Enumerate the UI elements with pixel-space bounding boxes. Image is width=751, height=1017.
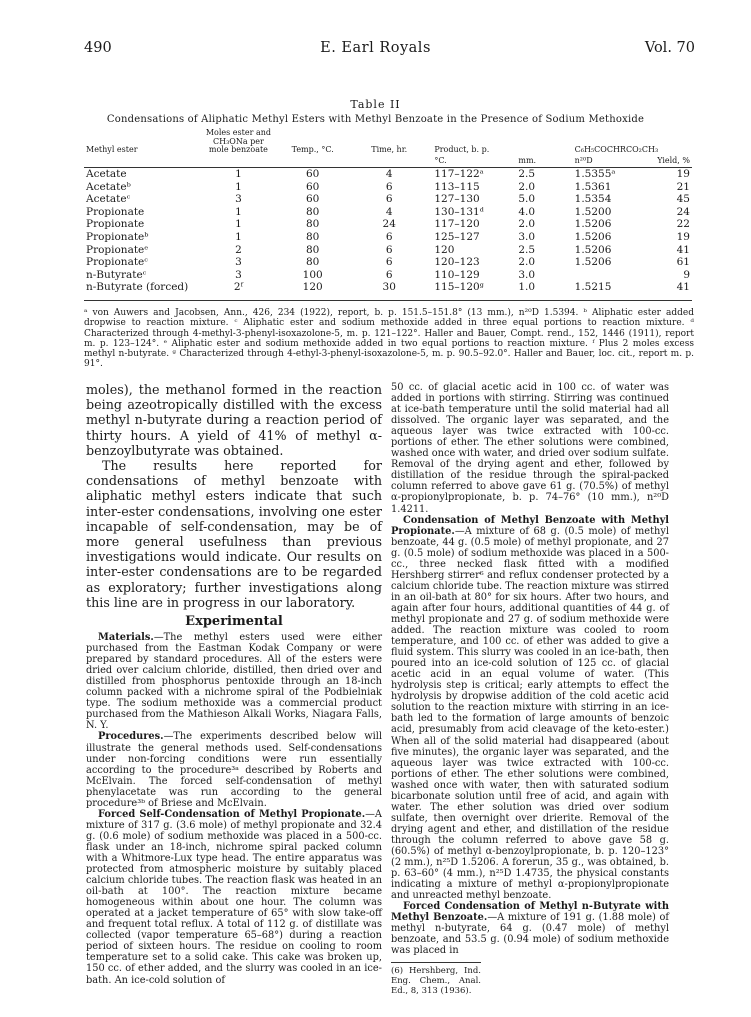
table-cell-time: 30 — [382, 281, 396, 294]
table-bottom-rule — [84, 300, 692, 301]
table-cell-moles: 1 — [235, 168, 242, 180]
table-row — [84, 269, 692, 282]
table-cell-moles: 2ᶠ — [233, 281, 243, 294]
col-header-ester: Methyl ester — [86, 145, 138, 154]
table-cell-yield: 41 — [676, 281, 690, 294]
table-cell-temp: 80 — [306, 230, 320, 243]
data-table — [84, 129, 692, 294]
col-header-temp: Temp., °C. — [291, 145, 334, 154]
table-cell-moles: 1 — [235, 218, 242, 231]
table-cell-ester: Propionateᶜ — [86, 256, 148, 269]
table-cell-time: 6 — [385, 230, 393, 243]
col-header-time: Time, hr. — [371, 145, 408, 154]
table-cell-time: 6 — [385, 256, 393, 269]
table-cell-yield: 45 — [676, 193, 690, 206]
materials-text: —The methyl esters used were either purchased from the Eastman Kodak Company or were prepared by standard procedures. All of the esters were dried over calcium chloride, distilled, then dried over and distilled from phosphorus pentoxide through an 18-inch column packed with a nichrome spiral of the Podbielniak type. The sodium methoxide was a commercial product purchased from the Mathieson Alkali Works, Niagara Falls, N. Y. — [86, 632, 382, 732]
col-header-product: Product, b. p. — [434, 145, 490, 154]
table-cell-temp: 100 — [302, 268, 323, 281]
table-cell-bp: 127–130 — [434, 193, 480, 206]
table-cell-yield: 22 — [676, 218, 690, 231]
table-cell-bp: 120 — [434, 243, 455, 256]
table-cell-temp: 80 — [306, 256, 320, 269]
table-cell-bp: 110–129 — [434, 268, 480, 281]
cond1-heading: Condensation of Methyl Benzoate with Methyl Propionate. — [391, 514, 669, 537]
table-row — [84, 281, 692, 294]
para-forced-self-condensation — [86, 809, 382, 986]
left-para-1: moles), the methanol formed in the reaction being azeotropically distilled with the excess methyl n-butyrate during a reaction period of thirty hours. A yield of 41% of methyl α-benzoylbutyrate was obtained. — [86, 382, 382, 458]
section-heading-experimental: Experimental — [185, 614, 283, 630]
table-cell-yield: 21 — [676, 180, 690, 193]
table-cell-bp: 130–131ᵈ — [434, 205, 484, 218]
para-materials — [86, 632, 382, 731]
table-cell-ester: Propionate — [86, 205, 145, 218]
table-row — [84, 168, 692, 181]
table-row — [84, 206, 692, 219]
table-label: Table II — [350, 98, 401, 111]
table-cell-bp: 113–115 — [434, 180, 480, 193]
table-cell-mm: 2.0 — [518, 180, 536, 193]
col-header-yield: Yield, % — [642, 157, 692, 168]
col-header-bp-mm: mm. — [516, 157, 572, 168]
table-cell-mm: 5.0 — [518, 193, 536, 206]
table-cell-nd: 1.5206 — [574, 230, 612, 243]
table-cell-moles: 3 — [235, 256, 242, 269]
table-cell-nd: 1.5361 — [574, 180, 612, 193]
table-cell-temp: 60 — [306, 168, 320, 180]
table-cell-mm: 2.0 — [518, 256, 536, 269]
table-cell-time: 24 — [382, 218, 396, 231]
table-body — [84, 168, 692, 294]
col-header-nd: n²⁰D — [573, 157, 643, 168]
col-header-moles: Moles ester and CH₃ONa per mole benzoate — [205, 128, 271, 154]
para-procedures — [86, 731, 382, 808]
procedures-heading: Procedures. — [98, 731, 164, 743]
table-cell-bp: 115–120ᵍ — [434, 281, 484, 294]
table-cell-yield: 61 — [676, 256, 690, 269]
table-cell-ester: Propionateᵉ — [86, 243, 149, 256]
table-cell-mm: 2.5 — [518, 168, 536, 180]
table-cell-moles: 3 — [235, 268, 242, 281]
table-cell-time: 4 — [385, 168, 393, 180]
table-cell-moles: 1 — [235, 205, 242, 218]
table-cell-nd: 1.5354 — [574, 193, 612, 206]
table-cell-nd: 1.5206 — [574, 218, 612, 231]
table-cell-time: 6 — [385, 180, 393, 193]
table-cell-time: 6 — [385, 268, 393, 281]
table-caption: Condensations of Aliphatic Methyl Esters with Methyl Benzoate in the Presence of Sodium Methoxide — [106, 114, 645, 125]
table-cell-ester: n-Butyrateᶜ — [86, 268, 147, 281]
table-cell-time: 6 — [385, 243, 393, 256]
left-para-2: The results here reported for condensations of methyl benzoate with aliphatic methyl esters indicate that such inter-ester condensations, involving one ester incapable of self-condensation, may be of more general usefulness than previous investigations would indicate. Our results on inter-ester condensations are to be regarded as exploratory; further investigations along this line are in progress in our laboratory. — [86, 458, 382, 610]
table-cell-ester: Acetate — [86, 168, 127, 180]
volume-label: Vol. 70 — [644, 40, 695, 56]
forced-text: —A mixture of 317 g. (3.6 mole) of methyl propionate and 32.4 g. (0.6 mole) of sodium methoxide was placed in a 500-cc. flask under an 18-inch, nichrome spiral packed column with a Whitmore-Lux type head. The entire apparatus was protected from atmospheric moisture by suitably placed calcium chloride tubes. The reaction flask was heated in an oil-bath at 100°. The reaction mixture became homogeneous within about one hour. The column was operated at a jacket temperature of 65° with slow take-off and frequent total reflux. A total of 112 g. of distillate was collected (vapor temperature 65–68°) during a reaction period of sixteen hours. The residue on cooling to room temperature set to a solid cake. This cake was broken up, 150 cc. of ether added, and the slurry was cooled in an ice-bath. An ice-cold solution of — [86, 808, 382, 986]
table-cell-time: 6 — [385, 193, 393, 206]
table-row — [84, 218, 692, 231]
table-row — [84, 256, 692, 269]
table-cell-bp: 117–120 — [434, 218, 480, 231]
table-row — [84, 244, 692, 257]
table-row — [84, 193, 692, 206]
materials-heading: Materials. — [98, 632, 154, 644]
table-cell-temp: 80 — [306, 243, 320, 256]
right-column — [391, 382, 669, 996]
table-cell-yield: 19 — [676, 168, 690, 180]
table-cell-time: 4 — [385, 205, 393, 218]
table-cell-temp: 80 — [306, 205, 320, 218]
para-condensation-propionate — [391, 515, 669, 902]
forced-heading: Forced Self-Condensation of Methyl Propionate. — [98, 808, 366, 820]
col-header-formula: C₆H₅COCHRCO₂CH₃ — [574, 145, 659, 154]
table-cell-temp: 80 — [306, 218, 320, 231]
table-cell-bp: 125–127 — [434, 230, 480, 243]
table-row — [84, 181, 692, 194]
table-cell-nd: 1.5206 — [574, 243, 612, 256]
table-cell-nd: 1.5215 — [574, 281, 612, 294]
reference-footnote: (6) Hershberg, Ind. Eng. Chem., Anal. Ed., 8, 313 (1936). — [391, 962, 481, 996]
cond1-text: —A mixture of 68 g. (0.5 mole) of methyl benzoate, 44 g. (0.5 mole) of methyl propionate, and 27 g. (0.5 mole) of sodium methoxide was placed in a 500-cc., three necked flask fitted with a modified Hershberg stirrer⁶ and reflux condenser protected by a calcium chloride tube. The reaction mixture was stirred in an oil-bath at 80° for six hours. After two hours, and again after four hours, additional quantities of 44 g. of methyl propionate and 27 g. of sodium methoxide were added. The reaction mixture was cooled to room temperature, and 100 cc. of ether was added to give a fluid system. This slurry was cooled in an ice-bath, then poured into an ice-cold solution of 125 cc. of glacial acetic acid in an equal volume of water. (This hydrolysis step is critical; early attempts to effect the hydrolysis by dropwise addition of the cold acetic acid solution to the reaction mixture with stirring in an ice-bath led to the formation of large amounts of benzoic acid, presumably from acid cleavage of the keto-ester.) When all of the solid material had disappeared (about five minutes), the organic layer was separated, and the aqueous layer was twice extracted with 100-cc. portions of ether. The ether solutions were combined, washed once with water, then with saturated sodium bicarbonate solution until free of acid, and again with water. The ether solution was dried over sodium sulfate, then overnight over drierite. Removal of the drying agent and ether, and distillation of the residue through the column referred to above gave 58 g. (60.5%) of methyl α-benzoylpropionate, b. p. 120–123° (2 mm.), n²⁵D 1.5206. A forerun, 35 g., was obtained, b. p. 63–60° (4 mm.), n²⁵D 1.4735, the physical constants indicating a mixture of methyl α-propionylpropionate and unreacted methyl benzoate. — [391, 525, 669, 902]
table-cell-ester: Propionateᵇ — [86, 230, 149, 243]
table-cell-yield: 24 — [676, 205, 690, 218]
table-cell-mm: 1.0 — [518, 281, 536, 294]
table-cell-nd: 1.5206 — [574, 256, 612, 269]
para-condensation-butyrate — [391, 901, 669, 956]
right-para-1: 50 cc. of glacial acetic acid in 100 cc. of water was added in portions with stirring. Stirring was continued at ice-bath temperature until the solid material had all dissolved. The organic layer was separated, and the aqueous layer was twice extracted with 100-cc. portions of ether. The ether solutions were combined, washed once with water, and dried over sodium sulfate. Removal of the drying agent and ether, followed by distillation of the residue through the spiral-packed column referred to above gave 61 g. (70.5%) of methyl α-propionylpropionate, b. p. 74–76° (10 mm.), n²⁰D 1.4211. — [391, 382, 669, 515]
col-header-bp-c: °C. — [426, 157, 516, 168]
table-cell-mm: 3.0 — [518, 230, 536, 243]
table-cell-bp: 117–122ᵃ — [434, 168, 484, 180]
table-cell-bp: 120–123 — [434, 256, 480, 269]
table-cell-moles: 1 — [235, 180, 242, 193]
page-number: 490 — [84, 40, 112, 56]
table-cell-nd: 1.5355ᵃ — [574, 168, 616, 180]
table-row — [84, 231, 692, 244]
table-cell-ester: Acetateᵇ — [86, 180, 131, 193]
table-cell-mm: 2.0 — [518, 218, 536, 231]
table-cell-nd: 1.5200 — [574, 205, 612, 218]
table-cell-moles: 3 — [235, 193, 242, 206]
table-cell-mm: 2.5 — [518, 243, 536, 256]
table-cell-temp: 60 — [306, 193, 320, 206]
cond2-heading: Forced Condensation of Methyl n-Butyrate with Methyl Benzoate. — [391, 901, 669, 924]
procedures-text: —The experiments described below will illustrate the general methods used. Self-condensations under non-forcing conditions were run essentially according to the procedure³ᵃ described by Roberts and McElvain. The forced self-condensation of methyl phenylacetate was run according to the general procedure³ᵇ of Briese and McElvain. — [86, 731, 382, 809]
left-column — [86, 382, 382, 986]
table-cell-ester: Propionate — [86, 218, 145, 231]
table-cell-ester: n-Butyrate (forced) — [86, 281, 189, 294]
table-cell-moles: 1 — [235, 230, 242, 243]
table-cell-temp: 60 — [306, 180, 320, 193]
table-footnotes: ᵃ von Auwers and Jacobsen, Ann., 426, 234 (1922), report, b. p. 151.5–151.8° (13 mm.), n²⁰D 1.5394. ᵇ Aliphatic ester added dropwise to reaction mixture. ᶜ Aliphatic ester and sodium methoxide added in three equal portions to reaction mixture. ᵈ Characterized through 4-methyl-3-phenyl-isoxazolone-5, m. p. 121–122°. Haller and Bauer, Compt. rend., 152, 1446 (1911), report m. p. 123–124°. ᵉ Aliphatic ester and sodium methoxide added in two equal portions to reaction mixture. ᶠ Plus 2 moles excess methyl n-butyrate. ᵍ Characterized through 4-ethyl-3-phenyl-isoxazolone-5, m. p. 90.5–92.0°. Haller and Bauer, loc. cit., report m. p. 91°. — [84, 308, 694, 370]
table-cell-yield: 41 — [676, 243, 690, 256]
table-cell-yield: 9 — [683, 268, 690, 281]
table-cell-mm: 3.0 — [518, 268, 536, 281]
table-cell-moles: 2 — [235, 243, 242, 256]
cond2-text: —A mixture of 191 g. (1.88 mole) of methyl n-butyrate, 64 g. (0.47 mole) of methyl benzoate, and 53.5 g. (0.94 mole) of sodium methoxide was placed in — [391, 912, 669, 957]
running-title: E. Earl Royals — [320, 40, 431, 56]
table-cell-mm: 4.0 — [518, 205, 536, 218]
table-cell-nd — [573, 269, 643, 282]
table-cell-ester: Acetateᶜ — [86, 193, 131, 206]
table-cell-yield: 19 — [676, 230, 690, 243]
table-cell-temp: 120 — [302, 281, 323, 294]
running-header — [56, 40, 695, 62]
